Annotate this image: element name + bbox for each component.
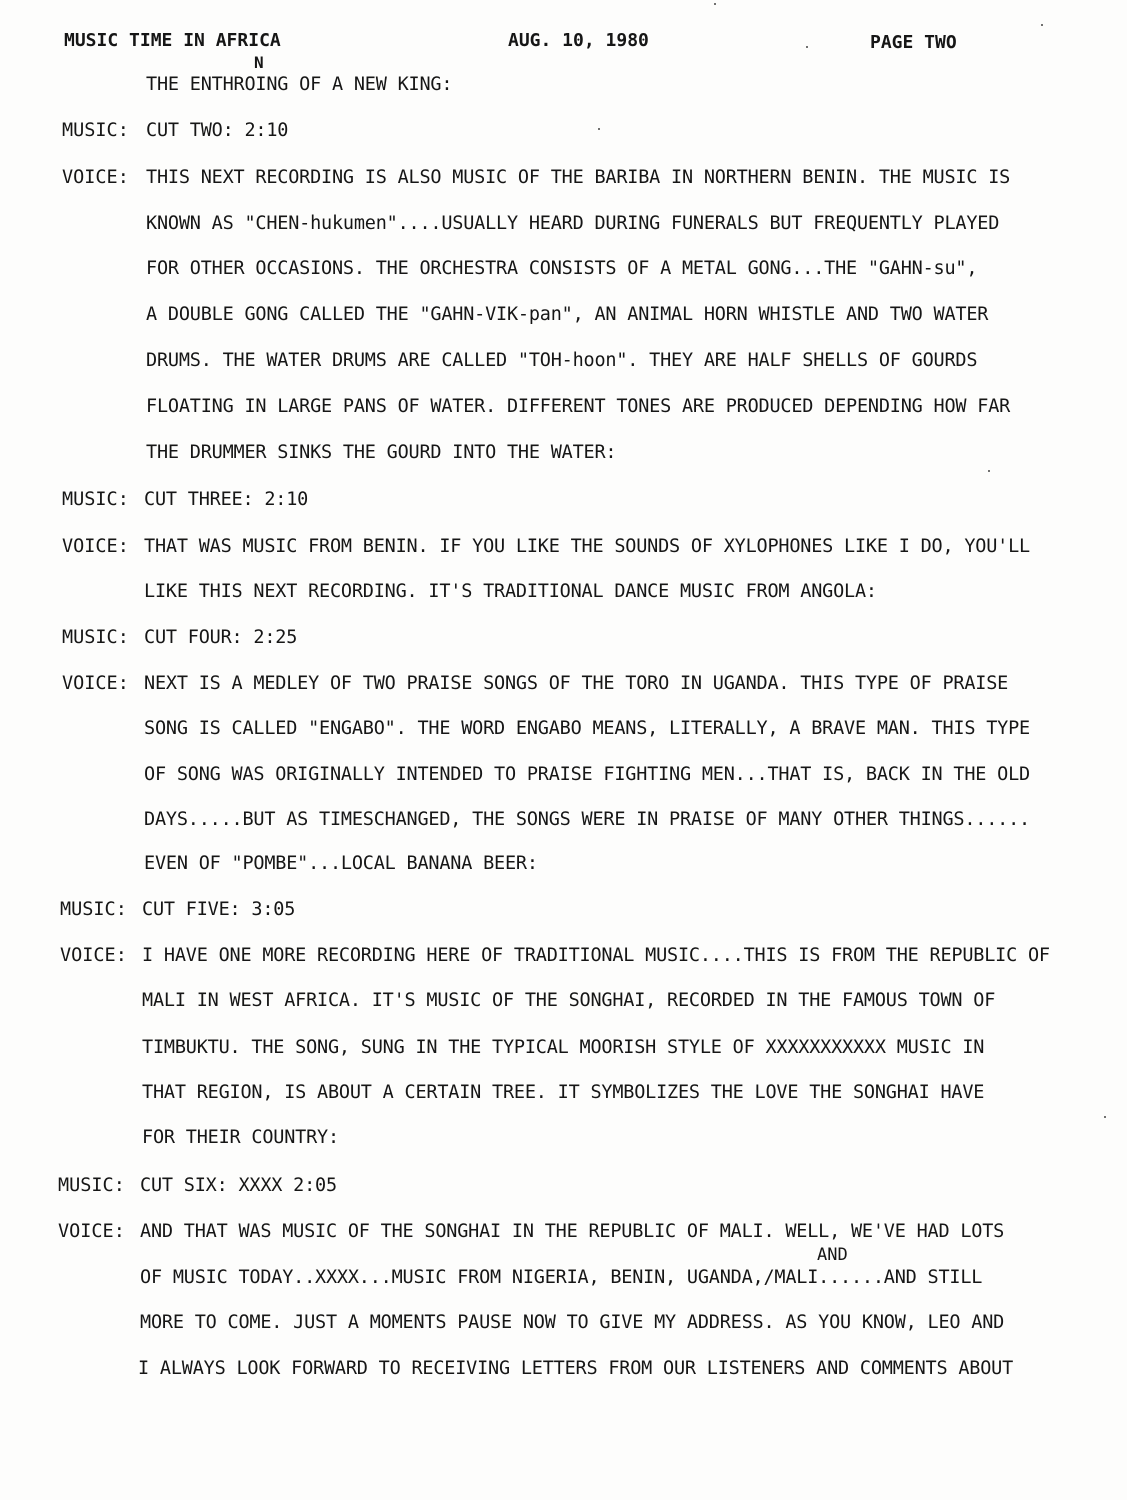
speaker-label: MUSIC: — [60, 899, 127, 920]
script-line: MORE TO COME. JUST A MOMENTS PAUSE NOW TO GIVE MY ADDRESS. AS YOU KNOW, LEO AND — [140, 1312, 1005, 1333]
script-line: FLOATING IN LARGE PANS OF WATER. DIFFERENT TONES ARE PRODUCED DEPENDING HOW FAR — [146, 396, 1011, 417]
script-line: KNOWN AS "CHEN-hukumen"....USUALLY HEARD DURING FUNERALS BUT FREQUENTLY PLAYED — [146, 213, 1000, 234]
speaker-label: VOICE: — [60, 945, 127, 966]
speaker-label: MUSIC: — [58, 1175, 125, 1196]
paper-speck — [1104, 1116, 1106, 1118]
program-title: MUSIC TIME IN AFRICA — [64, 30, 281, 51]
script-line: AND THAT WAS MUSIC OF THE SONGHAI IN THE REPUBLIC OF MALI. WELL, WE'VE HAD LOTS — [140, 1221, 1005, 1242]
script-line: SONG IS CALLED "ENGABO". THE WORD ENGABO MEANS, LITERALLY, A BRAVE MAN. THIS TYPE — [144, 718, 1030, 739]
speaker-label: MUSIC: — [62, 627, 129, 648]
script-line: THAT REGION, IS ABOUT A CERTAIN TREE. IT SYMBOLIZES THE LOVE THE SONGHAI HAVE — [142, 1082, 985, 1103]
speaker-label: VOICE: — [58, 1221, 125, 1242]
script-line: LIKE THIS NEXT RECORDING. IT'S TRADITIONAL DANCE MUSIC FROM ANGOLA: — [144, 581, 877, 602]
paper-speck — [598, 128, 600, 130]
script-line: I ALWAYS LOOK FORWARD TO RECEIVING LETTERS FROM OUR LISTENERS AND COMMENTS ABOUT — [138, 1358, 1014, 1379]
script-line: CUT FIVE: 3:05 — [142, 899, 296, 920]
script-line: DAYS.....BUT AS TIMESCHANGED, THE SONGS WERE IN PRAISE OF MANY OTHER THINGS...... — [144, 809, 1030, 830]
script-line: FOR THEIR COUNTRY: — [142, 1127, 339, 1148]
script-line: THAT WAS MUSIC FROM BENIN. IF YOU LIKE THE SOUNDS OF XYLOPHONES LIKE I DO, YOU'LL — [144, 536, 1030, 557]
document-date: AUG. 10, 1980 — [508, 30, 649, 51]
script-line: A DOUBLE GONG CALLED THE "GAHN-VIK-pan", AN ANIMAL HORN WHISTLE AND TWO WATER — [146, 304, 989, 325]
segment-subtitle: THE ENTHROING OF A NEW KING: — [146, 74, 453, 95]
script-line: MALI IN WEST AFRICA. IT'S MUSIC OF THE SONGHAI, RECORDED IN THE FAMOUS TOWN OF — [142, 990, 996, 1011]
script-line: OF MUSIC TODAY..XXXX...MUSIC FROM NIGERIA, BENIN, UGANDA,/MALI......AND STILL — [140, 1267, 983, 1288]
script-line: CUT THREE: 2:10 — [144, 489, 309, 510]
script-line: CUT TWO: 2:10 — [146, 120, 289, 141]
script-line: EVEN OF "POMBE"...LOCAL BANANA BEER: — [144, 853, 538, 874]
script-line: FOR OTHER OCCASIONS. THE ORCHESTRA CONSISTS OF A METAL GONG...THE "GAHN-su", — [146, 258, 978, 279]
speaker-label: VOICE: — [62, 167, 129, 188]
handwritten-insertion: AND — [817, 1245, 848, 1265]
speaker-label: VOICE: — [62, 536, 129, 557]
script-line: DRUMS. THE WATER DRUMS ARE CALLED "TOH-hoon". THEY ARE HALF SHELLS OF GOURDS — [146, 350, 978, 371]
paper-speck — [1041, 24, 1043, 26]
speaker-label: MUSIC: — [62, 120, 129, 141]
script-line: CUT SIX: XXXX 2:05 — [140, 1175, 337, 1196]
paper-speck — [714, 3, 716, 5]
script-line: TIMBUKTU. THE SONG, SUNG IN THE TYPICAL MOORISH STYLE OF XXXXXXXXXXX MUSIC IN — [142, 1037, 985, 1058]
speaker-label: VOICE: — [62, 673, 129, 694]
script-line: THE DRUMMER SINKS THE GOURD INTO THE WATER: — [146, 442, 617, 463]
script-line: THIS NEXT RECORDING IS ALSO MUSIC OF THE BARIBA IN NORTHERN BENIN. THE MUSIC IS — [146, 167, 1011, 188]
insert-mark: N — [254, 53, 264, 72]
page-number: PAGE TWO — [870, 32, 957, 53]
script-line: OF SONG WAS ORIGINALLY INTENDED TO PRAISE FIGHTING MEN...THAT IS, BACK IN THE OLD — [144, 764, 1030, 785]
paper-speck — [806, 46, 808, 48]
speaker-label: MUSIC: — [62, 489, 129, 510]
paper-speck — [988, 470, 990, 472]
script-line: CUT FOUR: 2:25 — [144, 627, 298, 648]
script-line: I HAVE ONE MORE RECORDING HERE OF TRADITIONAL MUSIC....THIS IS FROM THE REPUBLIC OF — [142, 945, 1050, 966]
script-line: NEXT IS A MEDLEY OF TWO PRAISE SONGS OF THE TORO IN UGANDA. THIS TYPE OF PRAISE — [144, 673, 1009, 694]
